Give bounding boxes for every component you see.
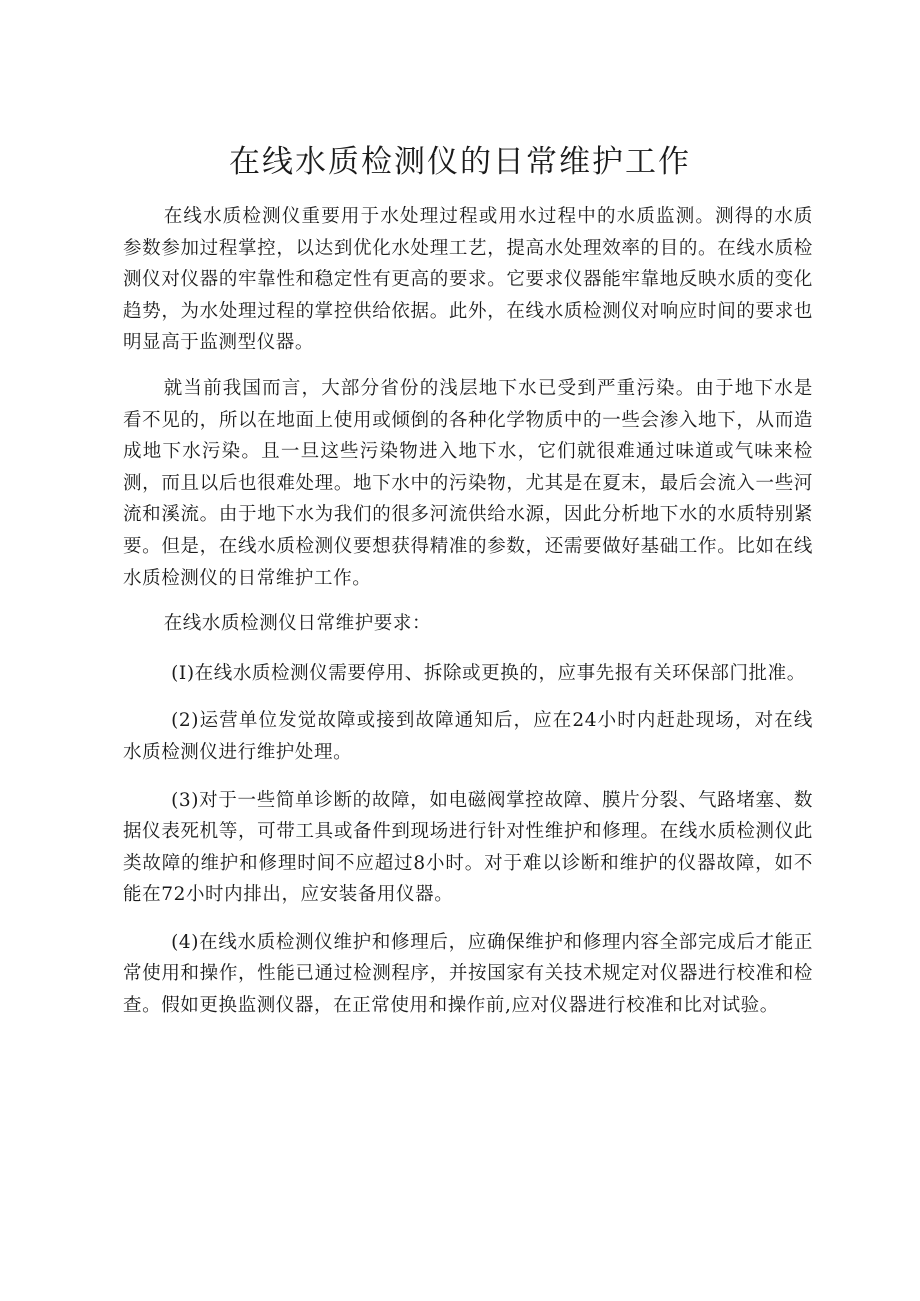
document-title: 在线水质检测仪的日常维护工作 bbox=[229, 144, 691, 180]
requirement-item-3: (3)对于一些简单诊断的故障，如电磁阀掌控故障、膜片分裂、气路堵塞、数据仪表死机等，可带工具或备件到现场进行针对性维护和修理。在线水质检测仪此类故障的维护和修理时间不应超过8小时。对于难以诊断和维护的仪器故障，如不能在72小时内排出，应安装备用仪器。 bbox=[123, 789, 813, 906]
requirement-item-4: (4)在线水质检测仪维护和修理后，应确保维护和修理内容全部完成后才能正常使用和操作，性能已通过检测程序，并按国家有关技术规定对仪器进行校准和检查。假如更换监测仪器，在正常使用和操作前,应对仪器进行校准和比对试验。 bbox=[123, 931, 813, 1017]
requirement-item-1: (I)在线水质检测仪需要停用、拆除或更换的，应事先报有关环保部门批准。 bbox=[171, 662, 806, 684]
paragraph-groundwater: 就当前我国而言，大部分省份的浅层地下水已受到严重污染。由于地下水是看不见的，所以在地面上使用或倾倒的各种化学物质中的一些会渗入地下，从而造成地下水污染。且一旦这些污染物进入地下水，它们就很难通过味道或气味来检测，而且以后也很难处理。地下水中的污染物，尤其是在夏末，最后会流入一些河流和溪流。由于地下水为我们的很多河流供给水源，因此分析地下水的水质特别紧要。但是，在线水质检测仪要想获得精准的参数，还需要做好基础工作。比如在线水质检测仪的日常维护工作。 bbox=[123, 377, 813, 589]
paragraph-intro: 在线水质检测仪重要用于水处理过程或用水过程中的水质监测。测得的水质参数参加过程掌控，以达到优化水处理工艺，提高水处理效率的目的。在线水质检测仪对仪器的牢靠性和稳定性有更高的要求。它要求仪器能牢靠地反映水质的变化趋势，为水处理过程的掌控供给依据。此外，在线水质检测仪对响应时间的要求也明显高于监测型仪器。 bbox=[123, 206, 813, 354]
requirement-item-2: (2)运营单位发觉故障或接到故障通知后，应在24小时内赶赴现场，对在线水质检测仪进行维护处理。 bbox=[123, 710, 813, 763]
requirements-heading: 在线水质检测仪日常维护要求： bbox=[163, 613, 432, 635]
document-body bbox=[123, 201, 813, 1038]
